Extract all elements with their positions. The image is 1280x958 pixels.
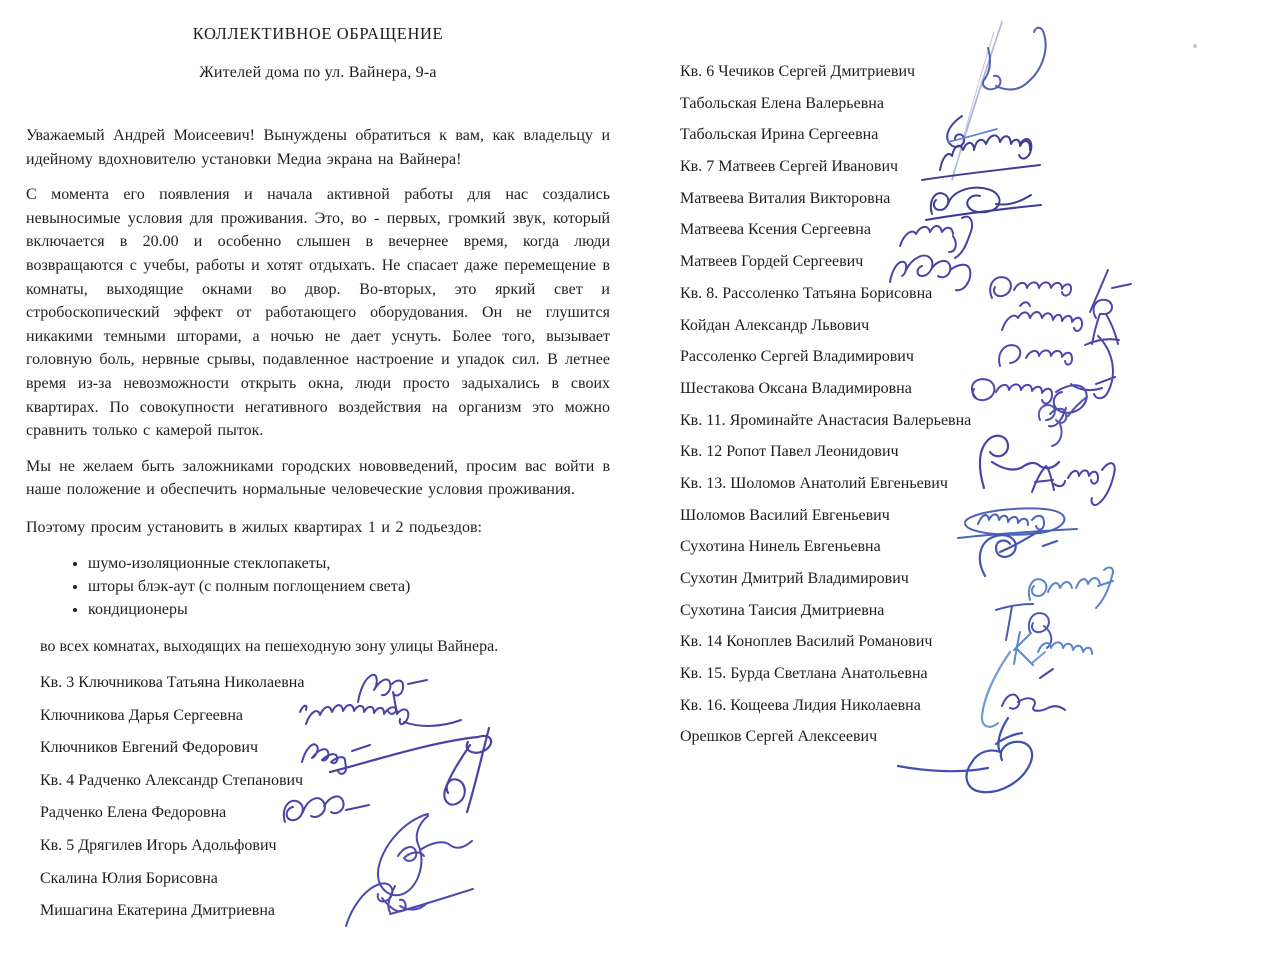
signer-name: Ключникова Дарья Сергеевна <box>40 706 243 724</box>
signer-row <box>680 665 1255 697</box>
scan-artifact-dot <box>1193 44 1197 48</box>
signer-row <box>680 221 1255 253</box>
signer-name: Шестакова Оксана Владимировна <box>680 379 912 397</box>
signer-list-right <box>680 63 1255 760</box>
paragraph-complaint: С момента его появления и начала активной работы для нас создались невыносимые условия для проживания. Это, во - первых, громкий звук, который включается в 20.00 и особенно слышен в вечернее время, когда люди возвращаются с учебы, работы и хотят отдыхать. Не спасает даже перемещение в комнаты, выходящие окнами во двор. Во-вторых, это яркий свет и стробоскопический эффект от работающего оборудования. Он не глушится никакими темными шторами, а ночью не дает уснуть. Более того, вызывает головную боль, нервные срывы, подавленное настроение и упадок сил. В летнее время из-за невозможности открыть окна, люди просто задыхались в своих квартирах. По совокупности негативного воздействия на организм это можно сравнить только с камерой пыток. <box>26 186 610 440</box>
signer-row <box>680 253 1255 285</box>
signer-name: Кв. 7 Матвеев Сергей Иванович <box>680 158 899 176</box>
signer-name: Кв. 13. Шоломов Анатолий Евгеньевич <box>680 474 948 492</box>
signer-name: Ключников Евгений Федорович <box>40 739 258 757</box>
signer-name: Табольская Елена Валерьевна <box>680 94 884 112</box>
signer-row <box>680 412 1255 444</box>
signer-row <box>680 190 1255 222</box>
signer-row <box>680 728 1255 760</box>
request-footer: во всех комнатах, выходящих на пешеходную зону улицы Вайнера. <box>40 637 499 655</box>
signer-name: Орешков Сергей Алексеевич <box>680 728 878 746</box>
signer-name: Матвеева Виталия Викторовна <box>680 189 891 207</box>
signer-name: Кв. 15. Бурда Светлана Анатольевна <box>680 665 928 683</box>
signer-list-left <box>40 674 600 935</box>
signer-name: Кв. 16. Кощеева Лидия Николаевна <box>680 696 921 714</box>
signer-row <box>40 902 600 935</box>
signer-row <box>40 674 600 707</box>
letter-column <box>26 14 610 674</box>
signer-name: Скалина Юлия Борисовна <box>40 869 218 887</box>
signer-name: Сухотин Дмитрий Владимирович <box>680 570 909 587</box>
signer-name: Радченко Елена Федоровна <box>40 804 227 822</box>
signer-row <box>680 443 1255 475</box>
signer-row <box>40 707 600 740</box>
request-intro: Поэтому просим установить в жилых квартирах 1 и 2 подьездов: <box>26 518 482 536</box>
signer-name: Кв. 6 Чечиков Сергей Дмитриевич <box>680 63 916 80</box>
paragraph-salutation: Уважаемый Андрей Моисеевич! Вынуждены обратиться к вам, как владельцу и идейному вдохновителю установки Медиа экрана на Вайнера! <box>26 127 610 168</box>
document-title: КОЛЛЕКТИВНОЕ ОБРАЩЕНИЕ <box>192 24 444 43</box>
signer-name: Кв. 5 Дрягилев Игорь Адольфович <box>40 836 277 854</box>
signer-name: Рассоленко Сергей Владимирович <box>680 348 914 366</box>
signer-name: Сухотина Таисия Дмитриевна <box>680 601 885 619</box>
bullet-item: • шумо-изоляционные стеклопакеты, <box>88 552 610 575</box>
signer-name: Кв. 14 Коноплев Василий Романович <box>680 633 933 651</box>
signer-name: Мишагина Екатерина Дмитриевна <box>40 902 275 920</box>
signer-row <box>40 804 600 837</box>
signer-row <box>680 380 1255 412</box>
signer-row <box>680 317 1255 349</box>
bullet-item: • кондиционеры <box>88 598 610 621</box>
paragraph-request: Мы не желаем быть заложниками городских нововведений, просим вас войти в наше положение и обеспечить нормальные человеческие условия проживания. <box>26 457 610 499</box>
document-subtitle: Жителей дома по ул. Вайнера, 9-а <box>199 64 437 81</box>
signer-row <box>40 772 600 805</box>
signer-row <box>680 126 1255 158</box>
signer-row <box>40 739 600 772</box>
bullet-item: • шторы блэк-аут (с полным поглощением света) <box>88 575 610 598</box>
request-list <box>26 552 610 622</box>
signer-name: Матвеева Ксения Сергеевна <box>680 221 871 239</box>
signer-row <box>680 602 1255 634</box>
signer-name: Кв. 11. Яроминайте Анастасия Валерьевна <box>680 411 972 429</box>
signer-row <box>40 837 600 870</box>
signer-row <box>680 63 1255 95</box>
signer-name: Кв. 3 Ключникова Татьяна Николаевна <box>40 674 305 691</box>
signer-row <box>680 475 1255 507</box>
signer-name: Кв. 12 Ропот Павел Леонидович <box>680 443 899 461</box>
signer-row <box>680 507 1255 539</box>
signer-row <box>680 348 1255 380</box>
signer-row <box>680 158 1255 190</box>
signer-name: Матвеев Гордей Сергеевич <box>680 253 864 271</box>
signer-name: Табольская Ирина Сергеевна <box>680 126 879 144</box>
signer-row <box>680 538 1255 570</box>
signer-name: Кв. 8. Рассоленко Татьяна Борисовна <box>680 284 933 302</box>
signer-row <box>680 697 1255 729</box>
signer-row <box>680 285 1255 317</box>
signer-row <box>40 870 600 903</box>
signer-row <box>680 95 1255 127</box>
signer-row <box>680 633 1255 665</box>
signer-name: Сухотина Нинель Евгеньевна <box>680 538 881 556</box>
signer-row <box>680 570 1255 602</box>
signer-name: Шоломов Василий Евгеньевич <box>680 506 890 524</box>
signer-name: Кв. 4 Радченко Александр Степанович <box>40 771 304 789</box>
signer-name: Койдан Александр Львович <box>680 316 870 334</box>
